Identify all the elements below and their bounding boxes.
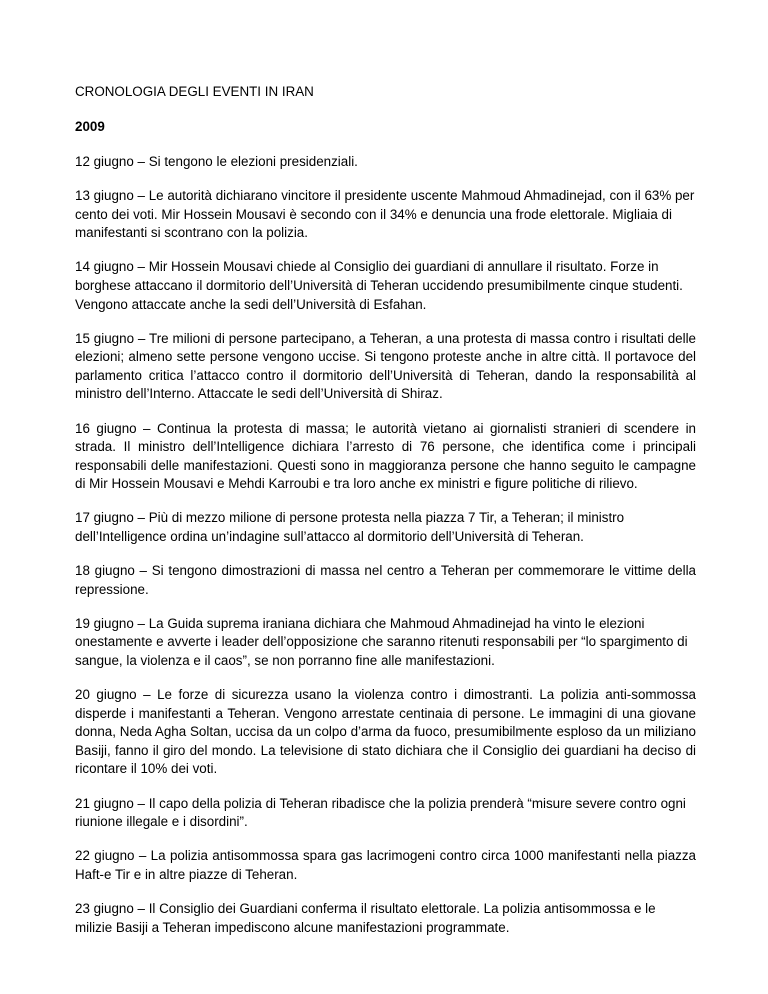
document-title: CRONOLOGIA DEGLI EVENTI IN IRAN (75, 84, 314, 99)
timeline-entry-20-june: 20 giugno – Le forze di sicurezza usano la violenza contro i dimostranti. La polizia anti-sommossa disperde i manifestanti a Teheran. Vengono arrestate centinaia di persone. Le immagini di una giovane donna, Neda Agha Soltan, uccisa da un colpo d’arma da fuoco, presumibilmente esploso da un miliziano Basiji, fanno il giro del mondo. La televisione di stato dichiara che il Consiglio dei guardiani ha deciso di ricontare il 10% dei voti. (75, 687, 696, 777)
timeline-entry-22-june: 22 giugno – La polizia antisommossa spara gas lacrimogeni contro circa 1000 manifestanti nella piazza Haft-e Tir e in altre piazze di Teheran. (75, 848, 696, 882)
timeline-entry-12-june: 12 giugno – Si tengono le elezioni presidenziali. (75, 154, 358, 169)
year-heading: 2009 (75, 119, 105, 134)
timeline-entry-17-june: 17 giugno – Più di mezzo milione di persone protesta nella piazza 7 Tir, a Teheran; il ministro dell’Intelligence ordina un’indagine sull’attacco al dormitorio dell’Università di Teheran. (75, 510, 625, 544)
timeline-entry-15-june: 15 giugno – Tre milioni di persone partecipano, a Teheran, a una protesta di massa contro i risultati delle elezioni; almeno sette persone vengono uccise. Si tengono proteste anche in altre città. Il portavoce del parlamento critica l’attacco contro il dormitorio dell’Università di Teheran, dando la responsabilità al ministro dell’Interno. Attaccate le sedi dell’Università di Shiraz. (75, 330, 696, 402)
timeline-entry-14-june: 14 giugno – Mir Hossein Mousavi chiede al Consiglio dei guardiani di annullare il risultato. Forze in borghese attaccano il dormitorio dell’Università di Teheran uccidendo presumibilmente cinque studenti. Vengono attaccate anche la sedi dell’Università di Esfahan. (75, 259, 683, 312)
timeline-entry-16-june: 16 giugno – Continua la protesta di massa; le autorità vietano ai giornalisti stranieri di scendere in strada. Il ministro dell’Intelligence dichiara l’arresto di 76 persone, che identifica come i principali responsabili delle manifestazioni. Questi sono in maggioranza persone che hanno seguito le campagne di Mir Hossein Mousavi e Mehdi Karroubi e tra loro anche ex ministri e figure politiche di rilievo. (75, 420, 696, 492)
timeline-entry-21-june: 21 giugno – Il capo della polizia di Teheran ribadisce che la polizia prenderà “misure severe contro ogni riunione illegale e i disordini”. (75, 795, 686, 830)
timeline-entry-23-june: 23 giugno – Il Consiglio dei Guardiani conferma il risultato elettorale. La polizia antisommossa e le milizie Basiji a Teheran impediscono alcune manifestazioni programmate. (75, 900, 656, 935)
timeline-entry-18-june: 18 giugno – Si tengono dimostrazioni di massa nel centro a Teheran per commemorare le vittime della repressione. (75, 563, 696, 597)
timeline-entry-19-june: 19 giugno – La Guida suprema iraniana dichiara che Mahmoud Ahmadinejad ha vinto le elezioni onestamente e avverte i leader dell’opposizione che saranno ritenuti responsabili per “lo spargimento di sangue, la violenza e il caos”, se non porranno fine alle manifestazioni. (75, 615, 688, 668)
timeline-entry-13-june: 13 giugno – Le autorità dichiarano vincitore il presidente uscente Mahmoud Ahmadinejad, con il 63% per cento dei voti. Mir Hossein Mousavi è secondo con il 34% e denuncia una frode elettorale. Migliaia di manifestanti si scontrano con la polizia. (75, 188, 695, 241)
